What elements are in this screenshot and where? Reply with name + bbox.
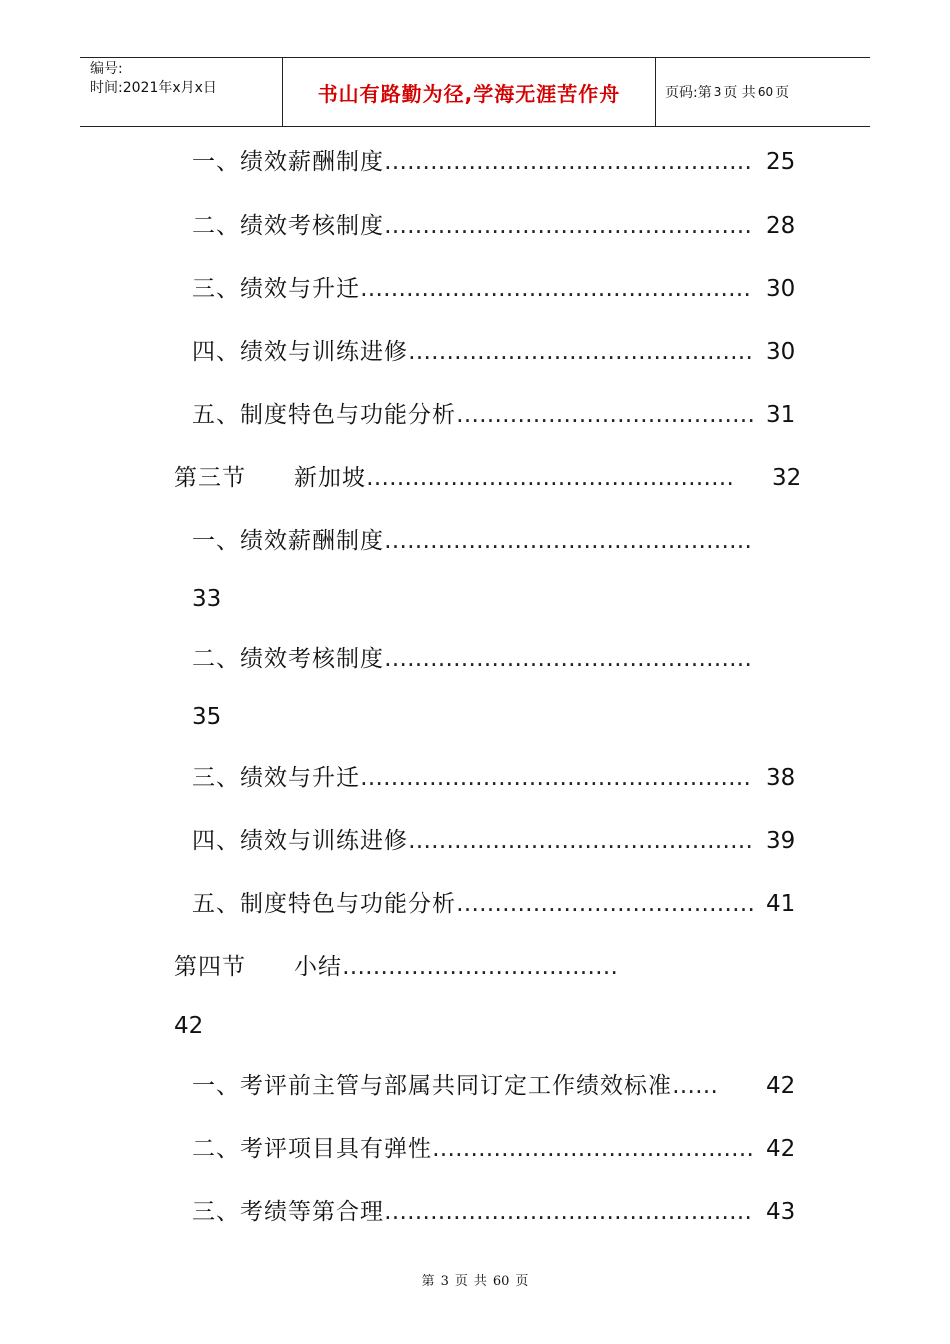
toc-section-entry[interactable]: [174, 462, 734, 494]
footer-text: 页: [454, 1274, 468, 1289]
toc-entry-title: 一、绩效薪酬制度: [192, 149, 384, 175]
toc-entry-page: 33: [192, 586, 222, 612]
page-mid: 页 共: [723, 85, 756, 101]
toc-entry-leader: …………………………………………: [384, 646, 752, 672]
footer-text: 页: [515, 1274, 529, 1289]
toc-entry-leader: ……………………………………………: [360, 276, 751, 302]
toc-entry[interactable]: [192, 273, 751, 305]
toc-entry-leader: …………………………………………: [366, 465, 734, 491]
toc-entry-leader: ……: [672, 1073, 718, 1099]
footer-text: 共: [473, 1274, 487, 1289]
toc-entry-page: 42: [174, 1013, 204, 1039]
toc-entry-title: 一、考评前主管与部属共同订定工作绩效标准: [192, 1073, 672, 1099]
footer-text: 第: [421, 1274, 435, 1289]
toc-entry-page: 39: [766, 828, 796, 854]
toc-entry-page: 30: [766, 276, 796, 302]
toc-entry-leader: ……………………………………………: [360, 765, 751, 791]
toc-entry-page: 35: [192, 704, 222, 730]
page-total: 60: [757, 85, 774, 99]
toc-entry[interactable]: [192, 1070, 718, 1102]
toc-entry[interactable]: [192, 762, 751, 794]
toc-entry-leader: …………………………………: [456, 891, 755, 917]
page-current: 3: [713, 85, 722, 99]
page-suffix: 页: [775, 85, 790, 101]
toc-entry-leader: ……………………………………: [432, 1136, 754, 1162]
toc-entry-page: 31: [766, 402, 796, 428]
time-label: 时间:2021年x月x日: [90, 80, 217, 96]
toc-entry-leader: …………………………………: [456, 402, 755, 428]
page-prefix: 页码:第: [665, 85, 712, 101]
toc-entry[interactable]: [192, 1196, 752, 1228]
toc-entry-leader: …………………………………………: [384, 149, 752, 175]
toc-entry-leader: …………………………………………: [384, 1199, 752, 1225]
toc-entry[interactable]: [192, 399, 755, 431]
toc-entry-leader: ………………………………………: [408, 339, 753, 365]
toc-entry-page: 43: [766, 1199, 796, 1225]
toc-entry-page: 28: [766, 213, 796, 239]
toc-entry[interactable]: [192, 1133, 754, 1165]
toc-entry-title: 四、绩效与训练进修: [192, 828, 408, 854]
toc-entry-leader: ………………………………: [342, 954, 618, 980]
toc-entry-title: 五、制度特色与功能分析: [192, 402, 456, 428]
toc-entry-page: 25: [766, 149, 796, 175]
toc-entry[interactable]: [192, 525, 752, 557]
toc-entry-title: 一、绩效薪酬制度: [192, 528, 384, 554]
toc-section-entry[interactable]: [174, 951, 618, 983]
toc-entry-leader: ………………………………………: [408, 828, 753, 854]
page-header: [80, 57, 870, 127]
toc-entry-title: 四、绩效与训练进修: [192, 339, 408, 365]
toc-entry-title: 二、考评项目具有弹性: [192, 1136, 432, 1162]
toc-entry-leader: …………………………………………: [384, 528, 752, 554]
toc-entry[interactable]: [192, 825, 753, 857]
toc-entry-title: 第三节 新加坡: [174, 465, 366, 491]
toc-entry-page: 30: [766, 339, 796, 365]
toc-entry-page: 41: [766, 891, 796, 917]
toc-entry-page: 38: [766, 765, 796, 791]
toc-entry[interactable]: [192, 643, 752, 675]
toc-entry-page: 42: [766, 1073, 796, 1099]
toc-entry-title: 第四节 小结: [174, 954, 342, 980]
toc-entry-title: 三、绩效与升迁: [192, 276, 360, 302]
toc-entry-title: 二、绩效考核制度: [192, 646, 384, 672]
toc-entry[interactable]: [192, 888, 755, 920]
header-meta: [90, 60, 217, 98]
header-page-info: [665, 58, 789, 126]
toc-entry-title: 五、制度特色与功能分析: [192, 891, 456, 917]
footer-total-pages: 60: [492, 1274, 510, 1289]
toc-entry-title: 三、考绩等第合理: [192, 1199, 384, 1225]
header-motto: 书山有路勤为径,学海无涯苦作舟: [317, 81, 621, 106]
number-label: 编号:: [90, 61, 123, 77]
toc-entry[interactable]: [192, 336, 753, 368]
toc-entry-title: 三、绩效与升迁: [192, 765, 360, 791]
toc-entry-page: 42: [766, 1136, 796, 1162]
page-footer: [0, 1270, 950, 1289]
footer-current-page: 3: [440, 1274, 449, 1289]
toc-entry-leader: …………………………………………: [384, 213, 752, 239]
toc-entry-title: 二、绩效考核制度: [192, 213, 384, 239]
toc-entry-page: 32: [772, 465, 802, 491]
toc-entry[interactable]: [192, 210, 752, 242]
toc-entry[interactable]: [192, 146, 752, 178]
